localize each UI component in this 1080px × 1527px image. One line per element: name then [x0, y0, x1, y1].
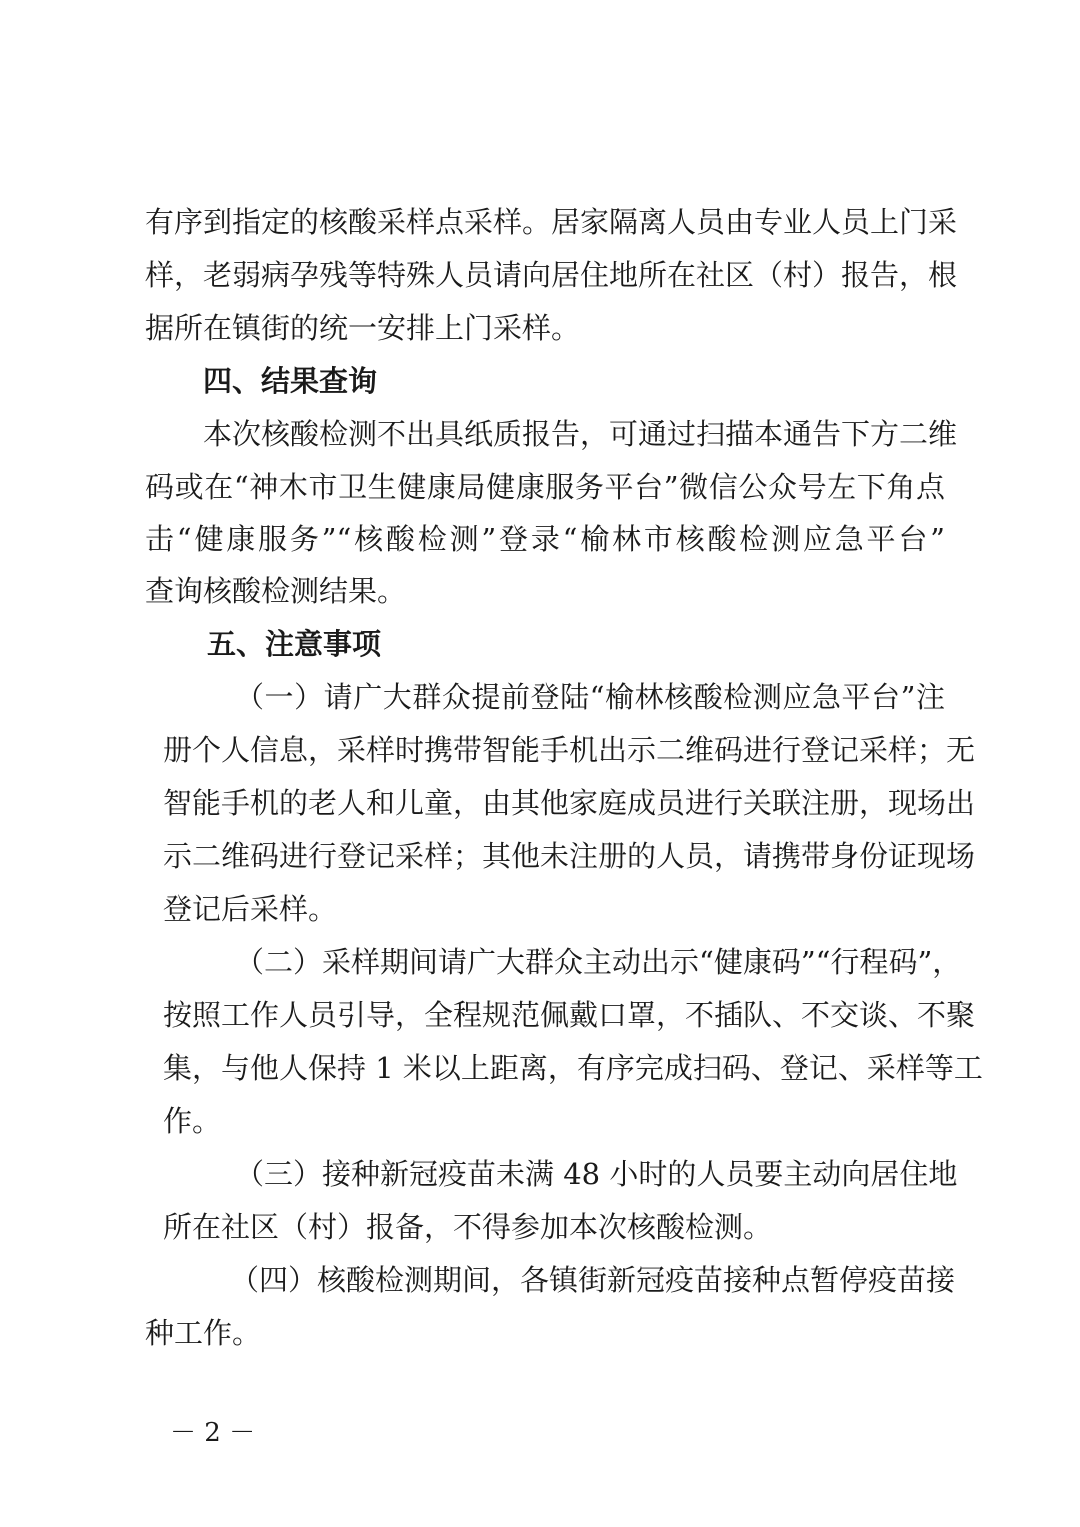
notice-item-line: 种工作。	[145, 1316, 262, 1350]
section-heading-notes: 五、注意事项	[207, 627, 382, 661]
paragraph-line: 查询核酸检测结果。	[145, 574, 407, 608]
paragraph-line: 本次核酸检测不出具纸质报告，可通过扫描本通告下方二维	[203, 417, 958, 451]
paragraph-line: 据所在镇街的统一安排上门采样。	[145, 311, 581, 345]
notice-item-line: 作。	[163, 1104, 222, 1138]
paragraph-line: 码或在“神木市卫生健康局健康服务平台”微信公众号左下角点	[145, 470, 945, 504]
notice-item-line: 按照工作人员引导，全程规范佩戴口罩，不插队、不交谈、不聚	[163, 998, 976, 1032]
notice-item-line: （一）请广大群众提前登陆“榆林核酸检测应急平台”注	[235, 680, 945, 714]
notice-item-line: 示二维码进行登记采样；其他未注册的人员，请携带身份证现场	[163, 839, 976, 873]
notice-item-line: 所在社区（村）报备，不得参加本次核酸检测。	[163, 1210, 773, 1244]
notice-item-line: （三）接种新冠疫苗未满 48 小时的人员要主动向居住地	[235, 1157, 958, 1191]
notice-item-line: 册个人信息，采样时携带智能手机出示二维码进行登记采样；无	[163, 733, 976, 767]
notice-item-line: 登记后采样。	[163, 892, 338, 926]
paragraph-line: 击“健康服务”“核酸检测”登录“榆林市核酸检测应急平台”	[145, 522, 945, 556]
notice-item-line: （四）核酸检测期间，各镇街新冠疫苗接种点暂停疫苗接	[230, 1263, 956, 1297]
notice-item-line: 集，与他人保持 1 米以上距离，有序完成扫码、登记、采样等工	[163, 1051, 983, 1085]
section-heading-results: 四、结果查询	[203, 364, 378, 398]
notice-item-line: （二）采样期间请广大群众主动出示“健康码”“行程码”，	[235, 945, 962, 979]
notice-item-line: 智能手机的老人和儿童，由其他家庭成员进行关联注册，现场出	[163, 786, 976, 820]
paragraph-line: 有序到指定的核酸采样点采样。居家隔离人员由专业人员上门采	[145, 205, 958, 239]
paragraph-line: 样，老弱病孕残等特殊人员请向居住地所在社区（村）报告，根	[145, 258, 958, 292]
page-number: － 2 －	[170, 1418, 256, 1448]
